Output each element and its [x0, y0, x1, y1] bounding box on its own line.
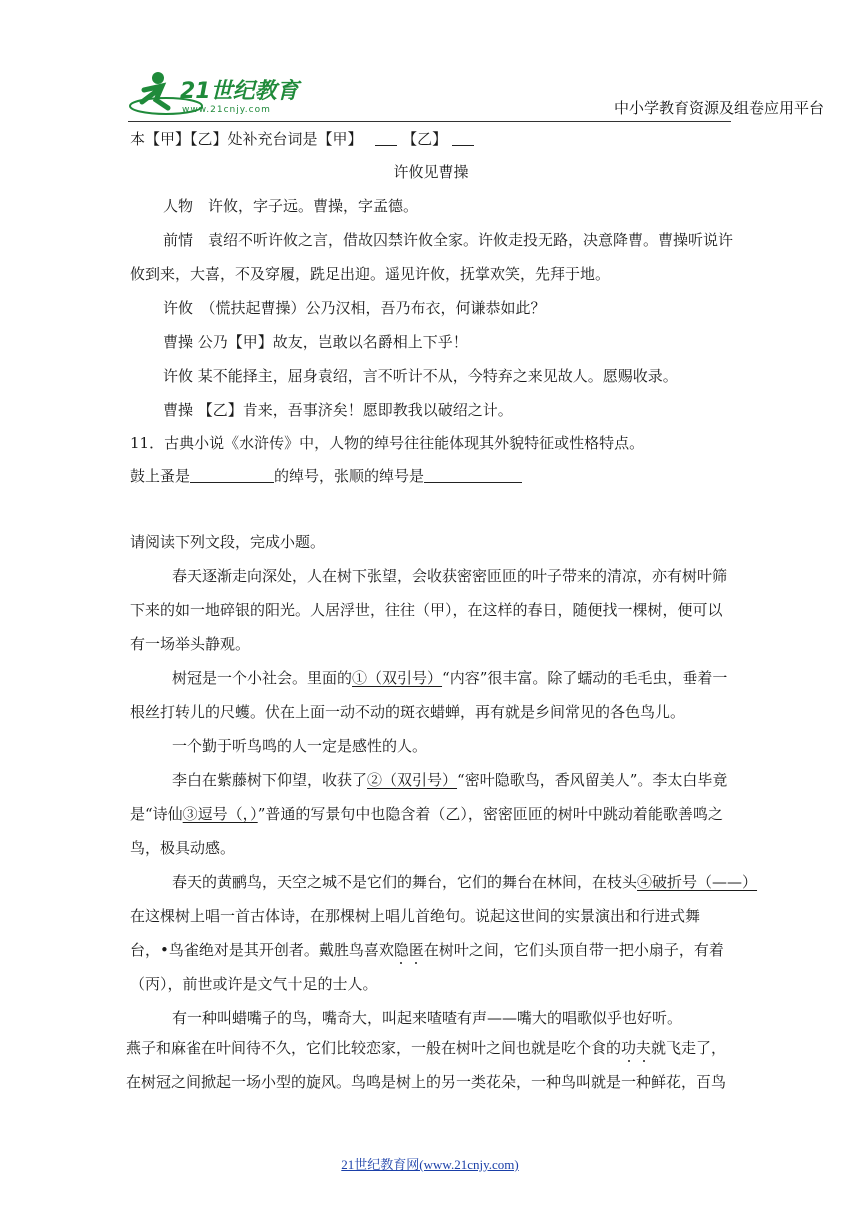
play-line-4: 曹操 【乙】肯来，吾事济矣！愿即教我以破绍之计。: [163, 401, 513, 419]
p3-line: 一个勤于听鸟鸣的人一定是感性的人。: [172, 737, 428, 755]
q11-fill-b: 的绰号，张顺的绰号是: [274, 467, 425, 485]
punctuation-mark-1: ①（双引号）: [352, 669, 443, 687]
play-roles: 人物 许攸，字子远。曹操，字孟德。: [163, 197, 419, 215]
play-line-3: 许攸 某不能择主，屈身袁绍，言不听计不从，今特弃之来见故人。愿赐收录。: [163, 367, 678, 385]
p2-text-b: “内容”很丰富。除了蠕动的毛毛虫，垂着一: [442, 669, 728, 687]
p2-line-1: [172, 667, 727, 688]
emphasis-yinni: 隐匿: [393, 941, 424, 959]
p5-line-3: [130, 939, 724, 960]
p5-line-4: （丙），前世或许是文气十足的士人。: [130, 975, 378, 993]
p1-line-1: 春天逐渐走向深处，人在树下张望，会收获密密匝匝的叶子带来的清凉，亦有树叶筛: [172, 567, 728, 585]
p4-text-a: 李白在紫藤树下仰望，收获了: [172, 771, 368, 789]
play-title: 许攸见曹操: [393, 163, 469, 181]
svg-text:www.21cnjy.com: www.21cnjy.com: [182, 105, 271, 115]
q11-stem: 11．古典小说《水浒传》中，人物的绰号往往能体现其外貌特征或性格特点。: [130, 434, 645, 452]
q10-prompt-mid: 【乙】: [402, 130, 448, 148]
p4-line-3: 鸟，极具动感。: [130, 839, 236, 857]
q10-prompt: [130, 128, 474, 149]
p7-text-b: 就飞走了，: [651, 1039, 727, 1057]
answer-blank-jia[interactable]: [375, 129, 397, 146]
p6-line: 有一种叫蜡嘴子的鸟，嘴奇大，叫起来喳喳有声——嘴大的唱歌似乎也好听。: [172, 1009, 683, 1027]
p4-text-d: ”普通的写景句中也隐含着（乙），密密匝匝的树叶中跳动着能歌善鸣之: [257, 805, 723, 823]
p4-line-2: [130, 803, 723, 824]
site-logo: [128, 68, 308, 120]
footer-link[interactable]: 21世纪教育网(www.21cnjy.com): [341, 1157, 519, 1172]
play-line-1: 许攸 （慌扶起曹操）公乃汉相，吾乃布衣，何谦恭如此？: [163, 299, 546, 317]
p4-text-b: “密叶隐歌鸟，香风留美人”。李太白毕竟: [457, 771, 728, 789]
p4-text-c: 是“诗仙: [130, 805, 183, 823]
p4-line-1: [172, 769, 727, 790]
page-footer: [0, 1154, 860, 1173]
q11-fill: [130, 465, 522, 486]
answer-blank-yi[interactable]: [452, 129, 474, 146]
emphasis-gongfu: 功夫: [621, 1039, 652, 1057]
play-background-line-1: 前情 袁绍不听许攸之言，借故囚禁许攸全家。许攸走投无路，决意降曹。曹操听说许: [163, 231, 734, 249]
answer-blank-gushangzao[interactable]: [190, 466, 274, 483]
header-divider: [128, 121, 731, 122]
p1-line-2: 下来的如一地碎银的阳光。人居浮世，往往（甲），在这样的春日，随便找一棵树，便可以: [130, 601, 723, 619]
p5-line-1: [172, 871, 757, 892]
platform-name: 中小学教育资源及组卷应用平台: [613, 99, 824, 117]
q11-fill-a: 鼓上蚤是: [130, 467, 191, 485]
page-header: [0, 0, 860, 125]
p2-line-2: 根丝打转儿的尺蠖。伏在上面一动不动的斑衣蜡蝉，再有就是乡间常见的各色鸟儿。: [130, 703, 686, 721]
p5-text-c: 在树叶之间，它们头顶自带一把小扇子，有着: [423, 941, 724, 959]
answer-blank-zhangshun[interactable]: [424, 466, 522, 483]
p5-text-a: 春天的黄鹂鸟，天空之城不是它们的舞台，它们的舞台在林间，在枝头: [172, 873, 638, 891]
q10-prompt-pre: 本【甲】【乙】处补充台词是【甲】: [130, 130, 363, 148]
play-background-line-2: 攸到来，大喜，不及穿履，跣足出迎。遥见许攸，抚掌欢笑，先拜于地。: [130, 265, 611, 283]
p7-line-1: [126, 1037, 726, 1058]
punctuation-mark-2: ②（双引号）: [367, 771, 458, 789]
p5-line-2: 在这棵树上唱一首古体诗，在那棵树上唱儿首绝句。说起这世间的实景演出和行进式舞: [130, 907, 701, 925]
punctuation-mark-4: ④破折号（——）: [637, 873, 758, 891]
punctuation-mark-3: ③逗号（，）: [182, 805, 258, 823]
p1-line-3: 有一场举头静观。: [130, 635, 251, 653]
play-line-2: 曹操 公乃【甲】故友，岂敢以名爵相上下乎！: [163, 333, 468, 351]
passage-instruction: 请阅读下列文段，完成小题。: [130, 533, 326, 551]
p7-line-2: 在树冠之间掀起一场小型的旋风。鸟鸣是树上的另一类花朵，一种鸟叫就是一种鲜花，百鸟: [126, 1073, 727, 1091]
p2-text-a: 树冠是一个小社会。里面的: [172, 669, 353, 687]
p7-text-a: 燕子和麻雀在叶间待不久，它们比较恋家，一般在树叶之间也就是吃个食的: [126, 1039, 622, 1057]
svg-text:21世纪教育: 21世纪教育: [180, 79, 299, 104]
p5-text-b: 台，•鸟雀绝对是其开创者。戴胜鸟喜欢: [130, 941, 394, 959]
